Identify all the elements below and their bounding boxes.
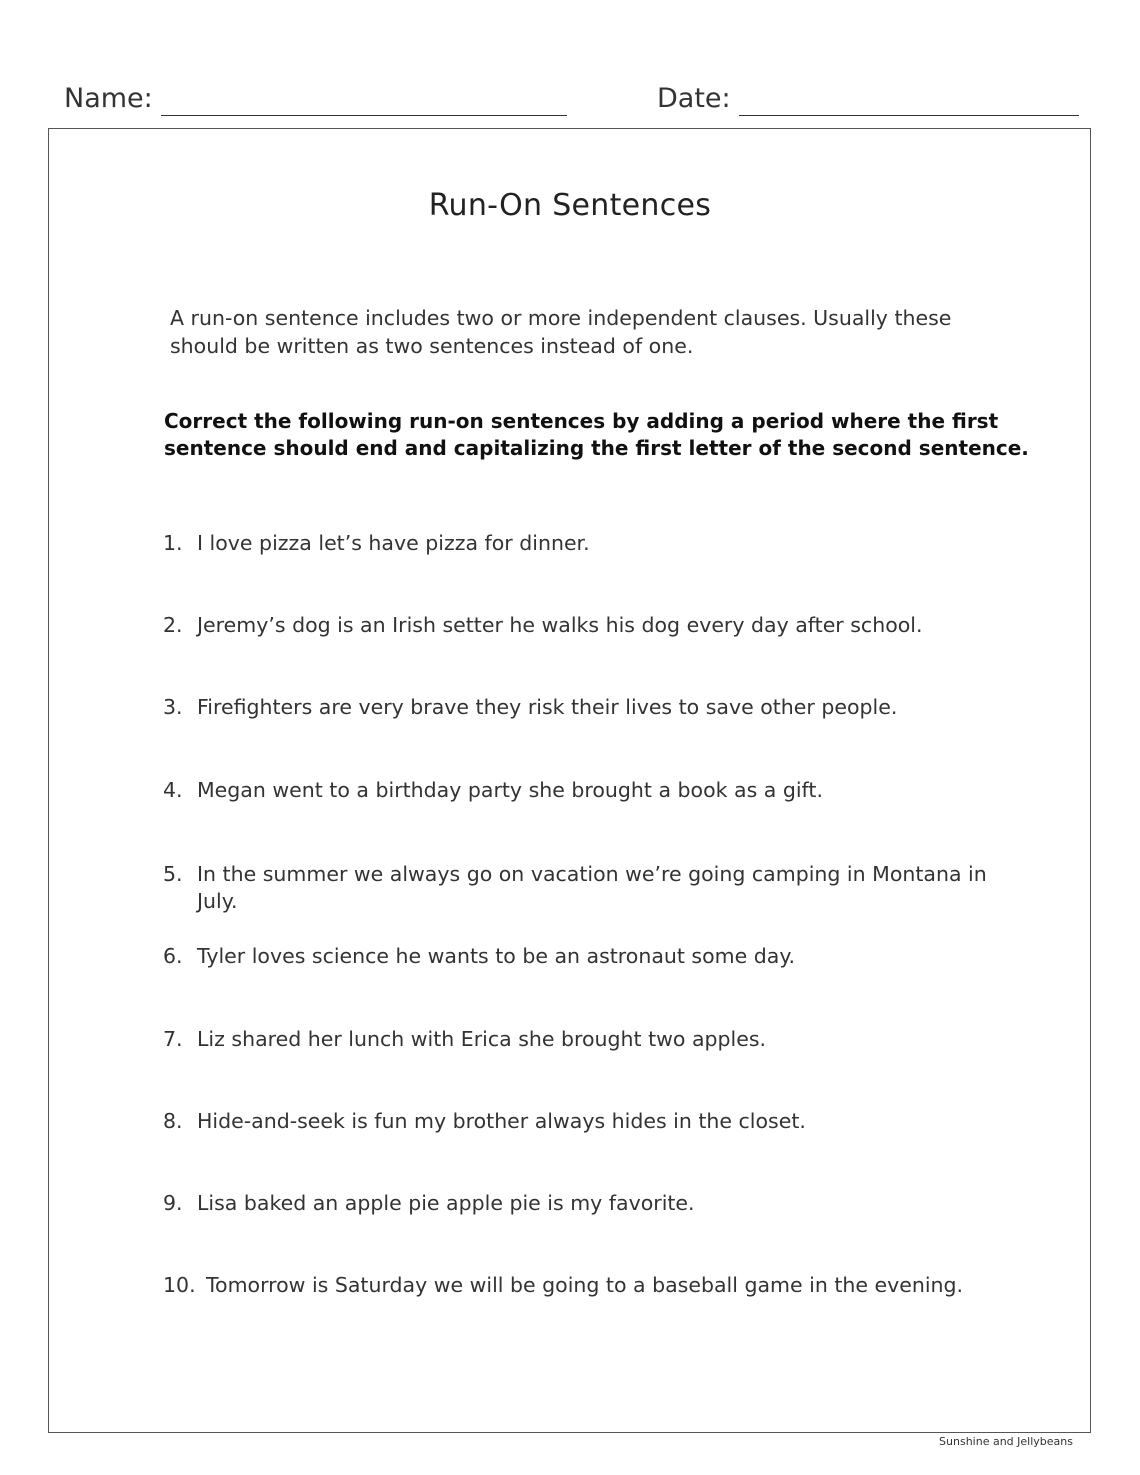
sentence-item — [163, 861, 1033, 915]
sentence-item — [163, 530, 1033, 557]
sentence-text: Lisa baked an apple pie apple pie is my favorite. — [197, 1191, 695, 1215]
intro-paragraph: A run-on sentence includes two or more independent clauses. Usually these should be written as two sentences instead of one. — [170, 306, 952, 358]
sentence-item — [163, 943, 1033, 970]
name-blank-line[interactable] — [161, 89, 567, 116]
sentence-text: In the summer we always go on vacation we’re going camping in Montana in July. — [197, 862, 987, 913]
sentence-text: Firefighters are very brave they risk their lives to save other people. — [197, 695, 898, 719]
sentence-text: I love pizza let’s have pizza for dinner. — [197, 531, 590, 555]
sentence-number: 5. — [163, 862, 183, 886]
instructions-paragraph: Correct the following run-on sentences by adding a period where the first sentence should end and capitalizing the first letter of the second sentence. — [164, 409, 1029, 460]
credit-footer: Sunshine and Jellybeans — [939, 1435, 1073, 1448]
sentence-text: Tyler loves science he wants to be an astronaut some day. — [197, 944, 796, 968]
sentence-number: 2. — [163, 613, 183, 637]
sentence-item — [163, 1272, 1033, 1299]
date-label: Date: — [657, 83, 731, 114]
sentence-text: Jeremy’s dog is an Irish setter he walks his dog every day after school. — [197, 613, 923, 637]
sentence-text: Megan went to a birthday party she brought a book as a gift. — [197, 778, 823, 802]
sentence-number: 7. — [163, 1027, 183, 1051]
name-field[interactable] — [64, 82, 567, 116]
sentence-item — [163, 1026, 1033, 1053]
sentence-item — [163, 1108, 1033, 1135]
sentence-text: Liz shared her lunch with Erica she brought two apples. — [197, 1027, 767, 1051]
sentence-text: Tomorrow is Saturday we will be going to a baseball game in the evening. — [206, 1273, 964, 1297]
date-field[interactable] — [657, 82, 1079, 116]
sentence-number: 6. — [163, 944, 183, 968]
sentence-item — [163, 1190, 1033, 1217]
sentence-item — [163, 694, 1033, 721]
sentence-text: Hide-and-seek is fun my brother always hides in the closet. — [197, 1109, 806, 1133]
worksheet-title: Run-On Sentences — [428, 188, 712, 223]
sentence-number: 3. — [163, 695, 183, 719]
sentence-number: 4. — [163, 778, 183, 802]
sentence-number: 10. — [163, 1273, 196, 1297]
sentence-item — [163, 612, 1033, 639]
name-label: Name: — [64, 83, 153, 114]
sentence-number: 9. — [163, 1191, 183, 1215]
sentence-item — [163, 777, 1033, 804]
sentence-number: 8. — [163, 1109, 183, 1133]
sentence-number: 1. — [163, 531, 183, 555]
date-blank-line[interactable] — [739, 89, 1079, 116]
